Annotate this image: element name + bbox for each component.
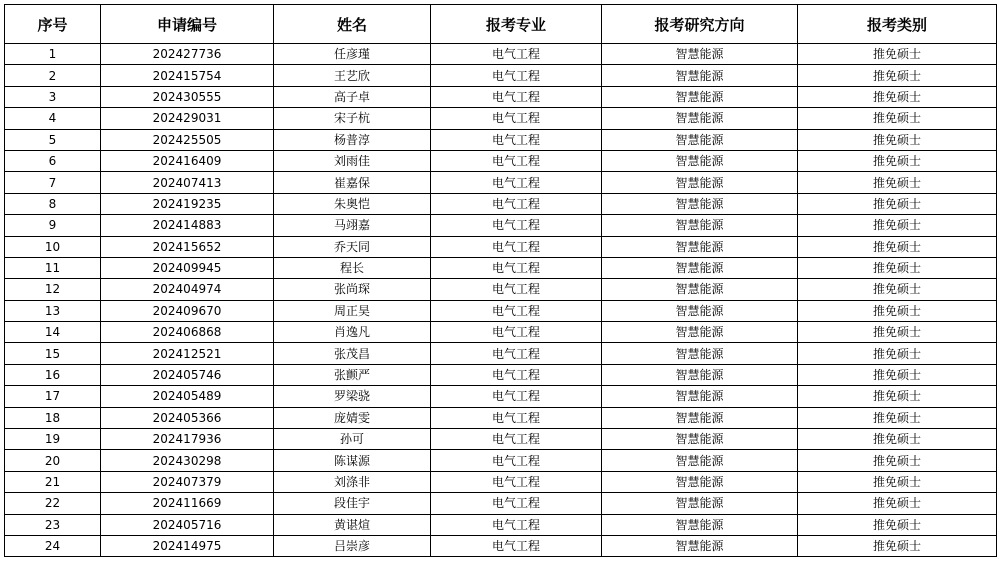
table-row [5,471,997,492]
cell-serial-number: 15 [5,343,101,364]
cell-serial-number: 18 [5,407,101,428]
cell-name: 崔嘉保 [274,172,431,193]
cell-research-direction: 智慧能源 [602,386,798,407]
table-row [5,257,997,278]
cell-category: 推免硕士 [798,535,997,556]
cell-application-id: 202405366 [101,407,274,428]
cell-name: 马翊嘉 [274,215,431,236]
table-row [5,407,997,428]
cell-serial-number: 14 [5,322,101,343]
cell-research-direction: 智慧能源 [602,65,798,86]
cell-application-id: 202429031 [101,108,274,129]
table-header [5,5,997,44]
cell-serial-number: 2 [5,65,101,86]
cell-major: 电气工程 [431,257,602,278]
table-row [5,172,997,193]
table-row [5,450,997,471]
cell-category: 推免硕士 [798,86,997,107]
cell-name: 罗梁骁 [274,386,431,407]
cell-research-direction: 智慧能源 [602,86,798,107]
table-row [5,386,997,407]
cell-serial-number: 17 [5,386,101,407]
cell-major: 电气工程 [431,65,602,86]
table-row [5,86,997,107]
cell-name: 高子卓 [274,86,431,107]
cell-serial-number: 22 [5,493,101,514]
cell-application-id: 202419235 [101,193,274,214]
cell-research-direction: 智慧能源 [602,450,798,471]
cell-serial-number: 24 [5,535,101,556]
cell-application-id: 202405489 [101,386,274,407]
header-application-id: 申请编号 [101,5,274,44]
cell-major: 电气工程 [431,129,602,150]
cell-application-id: 202415652 [101,236,274,257]
cell-research-direction: 智慧能源 [602,215,798,236]
cell-research-direction: 智慧能源 [602,108,798,129]
cell-application-id: 202407379 [101,471,274,492]
cell-research-direction: 智慧能源 [602,193,798,214]
cell-name: 吕崇彦 [274,535,431,556]
table-row [5,279,997,300]
cell-application-id: 202427736 [101,44,274,65]
cell-major: 电气工程 [431,514,602,535]
cell-application-id: 202409945 [101,257,274,278]
cell-application-id: 202430298 [101,450,274,471]
table-row [5,514,997,535]
cell-research-direction: 智慧能源 [602,471,798,492]
cell-research-direction: 智慧能源 [602,343,798,364]
cell-major: 电气工程 [431,150,602,171]
cell-major: 电气工程 [431,343,602,364]
cell-major: 电气工程 [431,493,602,514]
cell-serial-number: 11 [5,257,101,278]
cell-major: 电气工程 [431,44,602,65]
cell-serial-number: 7 [5,172,101,193]
cell-name: 肖逸凡 [274,322,431,343]
header-research-direction: 报考研究方向 [602,5,798,44]
cell-research-direction: 智慧能源 [602,257,798,278]
cell-serial-number: 5 [5,129,101,150]
cell-application-id: 202412521 [101,343,274,364]
cell-category: 推免硕士 [798,150,997,171]
cell-research-direction: 智慧能源 [602,300,798,321]
cell-name: 刘雨佳 [274,150,431,171]
cell-serial-number: 16 [5,364,101,385]
cell-application-id: 202404974 [101,279,274,300]
cell-name: 杨普淳 [274,129,431,150]
cell-name: 朱奥恺 [274,193,431,214]
table-row [5,129,997,150]
cell-serial-number: 19 [5,429,101,450]
cell-name: 庞婧雯 [274,407,431,428]
cell-name: 段佳宇 [274,493,431,514]
cell-category: 推免硕士 [798,215,997,236]
cell-major: 电气工程 [431,364,602,385]
table-row [5,343,997,364]
table-row [5,535,997,556]
cell-major: 电气工程 [431,108,602,129]
cell-application-id: 202414883 [101,215,274,236]
table-body [5,44,997,557]
cell-serial-number: 20 [5,450,101,471]
cell-serial-number: 1 [5,44,101,65]
cell-research-direction: 智慧能源 [602,129,798,150]
cell-major: 电气工程 [431,471,602,492]
cell-research-direction: 智慧能源 [602,535,798,556]
cell-serial-number: 23 [5,514,101,535]
cell-serial-number: 13 [5,300,101,321]
cell-application-id: 202414975 [101,535,274,556]
cell-application-id: 202405746 [101,364,274,385]
admission-list-sheet [4,4,996,557]
cell-major: 电气工程 [431,535,602,556]
cell-serial-number: 3 [5,86,101,107]
cell-major: 电气工程 [431,300,602,321]
cell-serial-number: 4 [5,108,101,129]
cell-name: 乔天同 [274,236,431,257]
cell-serial-number: 6 [5,150,101,171]
cell-category: 推免硕士 [798,386,997,407]
cell-category: 推免硕士 [798,343,997,364]
header-name: 姓名 [274,5,431,44]
cell-research-direction: 智慧能源 [602,493,798,514]
cell-major: 电气工程 [431,172,602,193]
cell-research-direction: 智慧能源 [602,429,798,450]
table-row [5,493,997,514]
header-row [5,5,997,44]
cell-category: 推免硕士 [798,364,997,385]
admission-table [4,4,997,557]
table-row [5,193,997,214]
table-row [5,44,997,65]
cell-category: 推免硕士 [798,257,997,278]
header-major: 报考专业 [431,5,602,44]
cell-name: 张茂昌 [274,343,431,364]
cell-category: 推免硕士 [798,193,997,214]
cell-major: 电气工程 [431,193,602,214]
cell-name: 程长 [274,257,431,278]
cell-serial-number: 8 [5,193,101,214]
cell-category: 推免硕士 [798,65,997,86]
cell-application-id: 202409670 [101,300,274,321]
cell-name: 张颤严 [274,364,431,385]
cell-category: 推免硕士 [798,236,997,257]
cell-major: 电气工程 [431,279,602,300]
cell-research-direction: 智慧能源 [602,150,798,171]
cell-research-direction: 智慧能源 [602,514,798,535]
table-row [5,108,997,129]
cell-major: 电气工程 [431,215,602,236]
cell-category: 推免硕士 [798,172,997,193]
cell-research-direction: 智慧能源 [602,172,798,193]
cell-serial-number: 21 [5,471,101,492]
cell-name: 周正昊 [274,300,431,321]
table-row [5,150,997,171]
cell-name: 黄谌煊 [274,514,431,535]
cell-application-id: 202405716 [101,514,274,535]
table-row [5,236,997,257]
cell-application-id: 202411669 [101,493,274,514]
cell-research-direction: 智慧能源 [602,44,798,65]
cell-application-id: 202415754 [101,65,274,86]
cell-category: 推免硕士 [798,493,997,514]
cell-application-id: 202425505 [101,129,274,150]
cell-application-id: 202417936 [101,429,274,450]
cell-name: 宋子杭 [274,108,431,129]
cell-application-id: 202407413 [101,172,274,193]
cell-major: 电气工程 [431,86,602,107]
cell-major: 电气工程 [431,407,602,428]
cell-serial-number: 12 [5,279,101,300]
cell-name: 陈谋源 [274,450,431,471]
cell-name: 孙可 [274,429,431,450]
cell-name: 任彦瑾 [274,44,431,65]
cell-major: 电气工程 [431,429,602,450]
cell-name: 刘涤非 [274,471,431,492]
table-row [5,65,997,86]
cell-category: 推免硕士 [798,108,997,129]
cell-research-direction: 智慧能源 [602,322,798,343]
cell-research-direction: 智慧能源 [602,407,798,428]
cell-category: 推免硕士 [798,429,997,450]
header-category: 报考类别 [798,5,997,44]
cell-category: 推免硕士 [798,407,997,428]
cell-research-direction: 智慧能源 [602,364,798,385]
cell-name: 张尚琛 [274,279,431,300]
cell-category: 推免硕士 [798,300,997,321]
cell-category: 推免硕士 [798,44,997,65]
cell-application-id: 202406868 [101,322,274,343]
header-serial-number: 序号 [5,5,101,44]
cell-category: 推免硕士 [798,514,997,535]
cell-research-direction: 智慧能源 [602,279,798,300]
cell-category: 推免硕士 [798,279,997,300]
cell-name: 王艺欣 [274,65,431,86]
cell-application-id: 202430555 [101,86,274,107]
table-row [5,429,997,450]
table-row [5,215,997,236]
cell-major: 电气工程 [431,450,602,471]
table-row [5,300,997,321]
table-row [5,322,997,343]
cell-serial-number: 9 [5,215,101,236]
cell-category: 推免硕士 [798,322,997,343]
cell-application-id: 202416409 [101,150,274,171]
table-row [5,364,997,385]
cell-research-direction: 智慧能源 [602,236,798,257]
cell-serial-number: 10 [5,236,101,257]
cell-major: 电气工程 [431,322,602,343]
cell-major: 电气工程 [431,236,602,257]
cell-major: 电气工程 [431,386,602,407]
cell-category: 推免硕士 [798,129,997,150]
cell-category: 推免硕士 [798,450,997,471]
cell-category: 推免硕士 [798,471,997,492]
